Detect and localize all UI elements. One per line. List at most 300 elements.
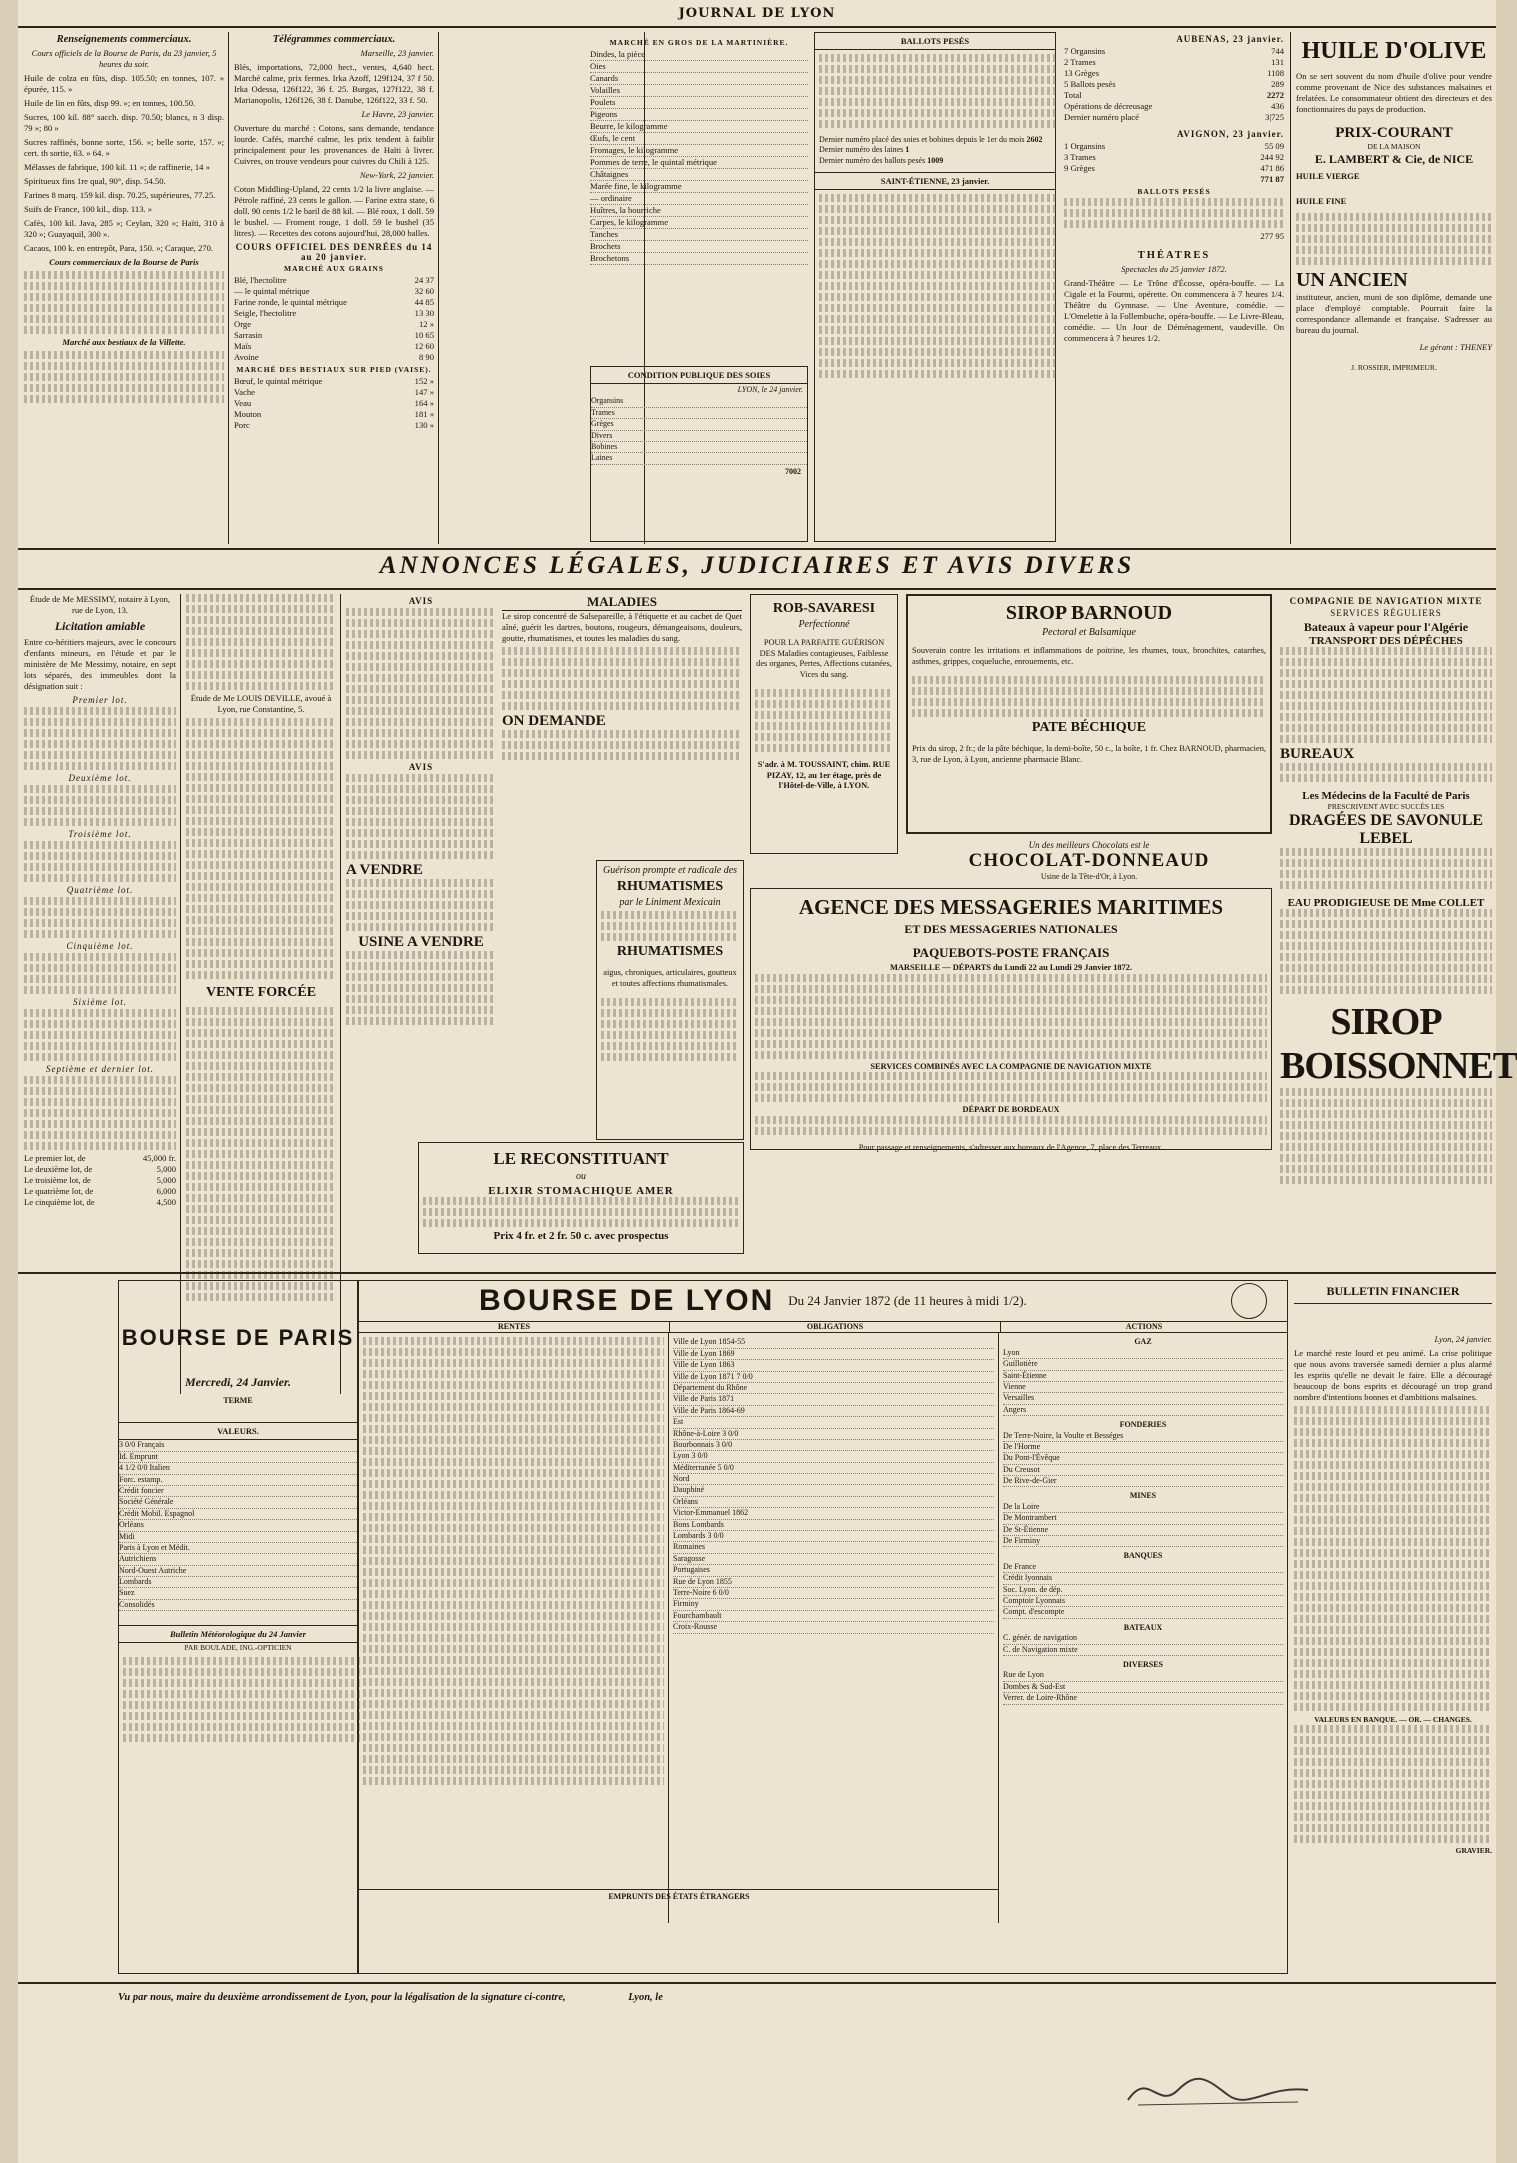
action-row: Vienne <box>1003 1382 1283 1393</box>
martiniere-row: Huîtres, la bourriche <box>590 205 808 217</box>
avis-title: AVIS <box>408 596 434 606</box>
aubenas-title: AUBENAS, 23 janvier. <box>1176 34 1284 44</box>
stamp-seal <box>1231 1283 1267 1319</box>
footer-place: Lyon, le <box>628 1992 663 2003</box>
messageries-box <box>750 888 1272 1150</box>
aubenas-total: Total 2272 <box>1064 90 1284 100</box>
valeurs-header: VALEURS. <box>119 1422 357 1440</box>
paris-row: Paris à Lyon et Médit. <box>119 1543 357 1554</box>
barnoud-sub: Pectoral et Balsamique <box>1042 627 1136 638</box>
paris-row: Crédit foncier <box>119 1486 357 1497</box>
bureaux-title: BUREAUX <box>1280 746 1355 762</box>
aubenas-row: 13 Grèges 1108 <box>1064 68 1284 78</box>
lot-value-row: Le deuxième lot, de 5,000 <box>24 1164 176 1174</box>
villette-title: Cours commerciaux de la Bourse de Paris <box>49 257 199 267</box>
banner-rule-top <box>18 548 1496 550</box>
obligation-row: Méditerranée 5 0/0 <box>673 1463 994 1474</box>
lot-title: Troisième lot. <box>68 829 132 839</box>
conditions-row: Trames <box>591 408 807 419</box>
lot-title: Quatrième lot. <box>66 885 134 895</box>
prix-courant: PRIX-COURANT <box>1335 125 1453 141</box>
conditions-row: Divers <box>591 431 807 442</box>
obligation-row: Orléans <box>673 1497 994 1508</box>
huile-vierge: HUILE VIERGE <box>1296 170 1360 181</box>
martiniere-row: Oies <box>590 61 808 73</box>
etude-deville: Étude de Me LOUIS DEVILLE, avoué à Lyon, rue Constantine, 5. <box>190 693 332 714</box>
telegram-line: Ouverture du marché : Cotons, sans demande, tendance lourde. Cafés, marché calme, les prix tendent à faiblir principalement pour les provenances de Haïti à livrer. Cuivres, on trouve vendeurs pour cuivres du Chili à 125. <box>234 123 434 166</box>
licitation-title: Licitation amiable <box>54 619 146 633</box>
action-row: De Firminy <box>1003 1536 1283 1547</box>
action-row: De Montrambert <box>1003 1513 1283 1524</box>
paris-row: Midi <box>119 1532 357 1543</box>
denrees-title: COURS OFFICIEL DES DENRÉES du 14 au 20 janvier. <box>235 242 433 262</box>
action-row: De Terre-Noire, la Voulte et Bességes <box>1003 1431 1283 1442</box>
telegram-line: New-York, 22 janvier. <box>359 170 434 180</box>
aubenas-row: 7 Organsins 744 <box>1064 46 1284 56</box>
obligation-row: Fourchambault <box>673 1611 994 1622</box>
lot-title: Premier lot. <box>72 695 128 705</box>
rhumatismes-title: RHUMATISMES <box>616 879 724 894</box>
action-row: Versailles <box>1003 1393 1283 1404</box>
paris-line: Mélasses de fabrique, 100 kil. 11 »; de raffinerie, 14 » <box>24 162 210 172</box>
action-row: Rue de Lyon <box>1003 1670 1283 1681</box>
gaz-header: GAZ <box>1134 1337 1152 1347</box>
conditions-total: 7002 <box>785 466 801 476</box>
conditions-rows <box>591 396 807 464</box>
meteo-by: PAR BOULADE, ING.-OPTICIEN <box>184 1643 292 1653</box>
avis-title: AVIS <box>408 762 434 772</box>
obligation-row: Firminy <box>673 1599 994 1610</box>
bourse-paris-title: BOURSE DE PARIS <box>121 1325 355 1350</box>
legal-column-2 <box>186 594 336 1394</box>
ballots-laines: Dernier numéro des laines 1 <box>819 145 910 155</box>
bourse-lyon-table <box>358 1280 1288 1974</box>
paris-row: Id. Emprunt <box>119 1452 357 1463</box>
column-rule <box>180 594 181 1394</box>
bestiaux-row: Mouton 181 » <box>234 409 434 419</box>
rob-title: ROB-SAVARESI <box>772 601 876 616</box>
paris-row: Orléans <box>119 1520 357 1531</box>
paris-row: Suez <box>119 1588 357 1599</box>
licitation-text: Entre co-héritiers majeurs, avec le concours d'enfants mineurs, en l'étude et par le ministère de Me Messimy, notaire, en sept lots séparés, des immeubles dont la désignation suit : <box>24 637 176 691</box>
rhumatismes-pre: Guérison prompte et radicale des <box>602 865 738 876</box>
meteo-title: Bulletin Météorologique du 24 Janvier <box>119 1625 357 1643</box>
obligation-row: Département du Rhône <box>673 1383 994 1394</box>
lot-title: Septième et dernier lot. <box>46 1064 154 1074</box>
martiniere-row: Brochets <box>590 241 808 253</box>
huile-column <box>1296 32 1492 544</box>
paris-line: Cacaos, 100 k. en entrepôt, Para, 150. »; Caraque, 270. <box>24 243 214 253</box>
bulletin-title: BULLETIN FINANCIER <box>1294 1280 1492 1304</box>
imprimeur: J. ROSSIER, IMPRIMEUR. <box>1351 362 1437 372</box>
ballots-table <box>814 32 1056 542</box>
bourse-lyon-title: BOURSE DE LYON <box>479 1284 775 1317</box>
obligation-row: Ville de Paris 1864-69 <box>673 1406 994 1417</box>
pate-title: PATE BÉCHIQUE <box>1031 719 1147 735</box>
theatres-text: Grand-Théâtre — Le Trône d'Écosse, opéra-bouffe. — La Cigale et la Fourmi, opérette. On commencera à 7 heures 1/4. Théâtre du Gymnase. — Une Aventure, comédie. — L'Omelette à la Follembuche, opéra-bouffe. — Le Livre-Bleau, comédie. — Un Jour de Déménagement, vaudeville. On commencera à 7 heures 1/2. <box>1064 278 1284 343</box>
bestiaux-row: Porc 130 » <box>234 420 434 430</box>
paris-row: Société Générale <box>119 1497 357 1508</box>
conditions-title: CONDITION PUBLIQUE DES SOIES <box>591 367 807 384</box>
ancien-text: instituteur, ancien, muni de son diplôme, demande une place d'employé comptable. Pourrait faire la correspondance allemande et française. S'adresser au bureau du journal. <box>1296 291 1492 335</box>
rob-text: POUR LA PARFAITE GUÉRISON DES Maladies contagieuses, Faiblesse des organes, Pertes, Affections cutanées, Vices du sang. <box>756 638 892 679</box>
rhumatismes-title-2: RHUMATISMES <box>616 944 724 959</box>
paris-row: 4 1/2 0/0 Italien <box>119 1463 357 1474</box>
action-row: De St-Étienne <box>1003 1525 1283 1536</box>
lot-title: Cinquième lot. <box>66 941 134 951</box>
martiniere-column <box>590 36 808 356</box>
messageries-footer: Pour passage et renseignements, s'adresser aux bureaux de l'Agence, 7, place des Terreaux. <box>858 1142 1164 1152</box>
signature <box>1118 2060 1318 2120</box>
maladies-column <box>502 594 742 810</box>
grains-row: Maïs 12 60 <box>234 341 434 351</box>
reconstituant-prix: Prix 4 fr. et 2 fr. 50 c. avec prospectus <box>493 1230 669 1242</box>
lot-value-row: Le premier lot, de 45,000 fr. <box>24 1153 176 1163</box>
bestiaux-row: Bœuf, le quintal métrique 152 » <box>234 376 434 386</box>
barnoud-title: SIROP BARNOUD <box>1005 602 1173 624</box>
grains-title: MARCHÉ AUX GRAINS <box>284 264 384 273</box>
grains-row: Seigle, l'hectolitre 13 30 <box>234 308 434 318</box>
rhumatismes-box <box>596 860 744 1140</box>
commerce-column <box>24 32 224 544</box>
legal-column-1 <box>24 594 176 1394</box>
telegrams-column <box>234 32 434 544</box>
prescrivent: PRESCRIVENT AVEC SUCCÈS LES <box>1327 802 1445 811</box>
paris-row: Nord-Ouest Autriche <box>119 1566 357 1577</box>
services-combines: SERVICES COMBINÉS AVEC LA COMPAGNIE DE NAVIGATION MIXTE <box>870 1061 1152 1071</box>
action-row: De Rive-de-Gier <box>1003 1476 1283 1487</box>
paris-row: Crédit Mobil. Espagnol <box>119 1509 357 1520</box>
lambert-name: E. LAMBERT & Cie, de NICE <box>1314 151 1474 166</box>
column-rule <box>438 32 439 544</box>
marche-title: Marché aux bestiaux de la Villette. <box>62 337 186 347</box>
paris-row: Lombards <box>119 1577 357 1588</box>
boissonnet-title: SIROP BOISSONNET <box>1280 1000 1517 1087</box>
journal-title: JOURNAL DE LYON <box>678 6 836 21</box>
barnoud-text: Souverain contre les irritations et inflammations de poitrine, les rhumes, toux, bronchites, catarrhes, asthmes, grippes, coqueluche, enrouements, etc. <box>912 646 1266 666</box>
paris-rows <box>119 1440 357 1611</box>
messageries-title: AGENCE DES MESSAGERIES MARITIMES <box>798 895 1224 919</box>
bulletin-text: Le marché reste lourd et peu animé. La crise politique que nous avons traversée samedi dernier a plus alarmé les esprits qu'elle ne devait le faire. Elle a découragé beaucoup de bons esprits et découragé un trop grand nombre d'intentions bonnes et d'ambitions malsaines. <box>1294 1348 1492 1402</box>
obligation-row: Lyon 3 0/0 <box>673 1451 994 1462</box>
action-row: De France <box>1003 1562 1283 1573</box>
bulletin-column <box>1294 1280 1492 1974</box>
action-row: Saint-Étienne <box>1003 1371 1283 1382</box>
obligation-row: Ville de Paris 1871 <box>673 1394 994 1405</box>
theatres-date: Spectacles du 25 janvier 1872. <box>1121 264 1227 274</box>
lot-title: Deuxième lot. <box>68 773 132 783</box>
lot-values <box>24 1153 176 1208</box>
aubenas-row: 5 Ballots pesés 289 <box>1064 79 1284 89</box>
action-row: Crédit lyonnais <box>1003 1573 1283 1584</box>
diverses-header: DIVERSES <box>1122 1659 1163 1669</box>
lot-value-row: Le quatrième lot, de 6,000 <box>24 1186 176 1196</box>
action-row: C. génér. de navigation <box>1003 1633 1283 1644</box>
avignon-row: 9 Grèges 471 86 <box>1064 163 1284 173</box>
action-row: Du Pont-l'Évêque <box>1003 1453 1283 1464</box>
valeurs-banque: VALEURS EN BANQUE. — OR. — CHANGES. <box>1314 1715 1472 1724</box>
action-row: Comptoir Lyonnais <box>1003 1596 1283 1607</box>
rentes-section <box>359 1333 669 1923</box>
terme-label: TERME <box>223 1396 253 1405</box>
obligation-row: Terre-Noire 6 0/0 <box>673 1588 994 1599</box>
gravier: GRAVIER. <box>1455 1845 1492 1855</box>
obligation-row: Dauphiné <box>673 1485 994 1496</box>
obligation-row: Nord <box>673 1474 994 1485</box>
obligation-row: Bons Lombards <box>673 1520 994 1531</box>
column-rule <box>228 32 229 544</box>
footer-rule <box>18 1982 1496 1984</box>
paris-line: Spiritueux fins 1re qual, 90°, disp. 54.50. <box>24 176 166 186</box>
column-rule <box>1290 32 1291 544</box>
reconstituant-title: LE RECONSTITUANT <box>493 1149 669 1168</box>
martiniere-row: Canards <box>590 73 808 85</box>
aubenas-dernier: Dernier numéro placé 3|725 <box>1064 112 1284 122</box>
reconstituant-ou: ou <box>576 1171 586 1182</box>
actions-section <box>999 1333 1287 1923</box>
aubenas-column <box>1064 32 1284 544</box>
obligations-header: OBLIGATIONS <box>670 1322 1001 1332</box>
grains-row: Blé, l'hectolitre 24 37 <box>234 275 434 285</box>
martiniere-title: MARCHÉ EN GROS DE LA MARTINIÈRE. <box>609 38 789 47</box>
martiniere-row: Carpes, le kilogramme <box>590 217 808 229</box>
theatres-title: THÉATRES <box>1137 250 1211 261</box>
huile-fine: HUILE FINE <box>1296 195 1347 206</box>
transport-title: TRANSPORT DES DÉPÊCHES <box>1309 635 1463 647</box>
obligation-row: Rue de Lyon 1855 <box>673 1577 994 1588</box>
grains-row: Avoine 8 90 <box>234 352 434 362</box>
medecins-title: Les Médecins de la Faculté de Paris <box>1302 790 1470 802</box>
rentes-header: RENTES <box>359 1322 670 1332</box>
bulletin-date: Lyon, 24 janvier. <box>1434 1334 1492 1344</box>
martiniere-row: Fromages, le kilogramme <box>590 145 808 157</box>
avignon-row: 1 Organsins 55 09 <box>1064 141 1284 151</box>
paris-row: Consolidés <box>119 1600 357 1611</box>
martiniere-row: Pigeons <box>590 109 808 121</box>
telegrams-title: Télégrammes commerciaux. <box>272 34 396 45</box>
rob-sub: Perfectionné <box>798 619 850 630</box>
services-reguliers: SERVICES RÉGULIERS <box>1330 608 1442 618</box>
header-rule <box>18 26 1496 28</box>
messageries-sub: ET DES MESSAGERIES NATIONALES <box>904 922 1118 936</box>
actions-fonderies <box>1003 1431 1283 1488</box>
martiniere-row: — ordinaire <box>590 193 808 205</box>
aubenas-row: 2 Trames 131 <box>1064 57 1284 67</box>
emprunts-header: EMPRUNTS DES ÉTATS ÉTRANGERS <box>359 1889 999 1902</box>
action-row: Du Creusot <box>1003 1465 1283 1476</box>
action-row: De la Loire <box>1003 1502 1283 1513</box>
paris-line: Suifs de France, 100 kil., disp. 113. » <box>24 204 153 214</box>
vente-forcee-title: VENTE FORCÉE <box>205 985 317 1000</box>
ballots-title: BALLOTS PESÉS <box>815 33 1055 50</box>
conditions-row: Organsins <box>591 396 807 407</box>
rob-savaresi-box <box>750 594 898 854</box>
chocolat-sub: Usine de la Tête-d'Or, à Lyon. <box>1040 872 1138 881</box>
paris-line: Huile de colza en fûts, disp. 105.50; en tonnes, 107. » épurée, 115. » <box>24 73 224 94</box>
actions-gaz <box>1003 1348 1283 1416</box>
maladies-title: MALADIES <box>502 594 742 611</box>
banques-header: BANQUES <box>1123 1551 1163 1561</box>
grains-row: Orge 12 » <box>234 319 434 329</box>
obligation-row: Lombards 3 0/0 <box>673 1531 994 1542</box>
ballots-pesees: Dernier numéro des ballots pesés 1009 <box>819 155 944 165</box>
avignon-total: 771 87 <box>1260 174 1284 184</box>
paris-line: Farines 8 marq. 159 kil. disp. 70.25, supérieures, 77.25. <box>24 190 216 200</box>
commerce-title: Renseignements commerciaux. <box>56 34 192 45</box>
actions-banques <box>1003 1562 1283 1619</box>
legal-column-3 <box>346 594 496 1094</box>
chocolat-title: CHOCOLAT-DONNEAUD <box>968 850 1210 871</box>
usine-title: USINE A VENDRE <box>358 934 484 950</box>
chocolat-ad <box>906 840 1272 884</box>
obligation-row: Portugaises <box>673 1565 994 1576</box>
telegram-line: Marseille, 23 janvier. <box>360 48 434 58</box>
obligation-row: Romaines <box>673 1542 994 1553</box>
bateaux-header: BATEAUX <box>1123 1622 1163 1632</box>
actions-diverses <box>1003 1670 1283 1704</box>
paris-line: Huile de lin en fûts, disp 99. »; en tonnes, 100.50. <box>24 98 196 108</box>
telegram-line: Blés, importations, 72,000 hect., ventes, 4,640 hect. Marché calme, prix fermes. Irka Azoff, 129f124, 37 f 50. Irka Odessa, 126f122, 36 f. 25. Burgas, 127f122, 38 f. Marianopolis, 126f126, 38 f. Danube, 126f122, 33 f. 50. <box>234 62 434 105</box>
bestiaux-title: MARCHÉ DES BESTIAUX SUR PIED (VAISE). <box>236 365 432 374</box>
annonces-banner: ANNONCES LÉGALES, JUDICIAIRES ET AVIS DIVERS <box>379 552 1135 579</box>
conditions-date: LYON, le 24 janvier. <box>737 385 803 394</box>
martiniere-row: Beurre, le kilogramme <box>590 121 808 133</box>
paris-row: 3 0/0 Français <box>119 1440 357 1451</box>
martiniere-row: Volailles <box>590 85 808 97</box>
column-rule <box>340 594 341 1394</box>
st-etienne-title: SAINT-ÉTIENNE, 23 janvier. <box>815 172 1055 190</box>
obligation-row: Ville de Lyon 1869 <box>673 1349 994 1360</box>
maison-label: DE LA MAISON <box>1367 142 1421 151</box>
obligation-row: Ville de Lyon 1863 <box>673 1360 994 1371</box>
conditions-row: Bobines <box>591 442 807 453</box>
action-row: C. de Navigation mixte <box>1003 1645 1283 1656</box>
obligation-row: Est <box>673 1417 994 1428</box>
huile-title: HUILE D'OLIVE <box>1301 38 1487 64</box>
barnoud-box <box>906 594 1272 834</box>
actions-header: ACTIONS <box>1125 1322 1163 1331</box>
obligations-section <box>669 1333 999 1923</box>
obligation-row: Ville de Lyon 1871 7 0/0 <box>673 1372 994 1383</box>
conditions-row: Grèges <box>591 419 807 430</box>
rhumatismes-text: aigus, chroniques, articulaires, goutteux et toutes affections rhumatismales. <box>603 968 737 988</box>
action-row: Verrer. de Loire-Rhône <box>1003 1693 1283 1704</box>
a-vendre-title: A VENDRE <box>346 862 423 878</box>
dragees-title: DRAGÉES DE SAVONULE LEBEL <box>1288 811 1484 847</box>
on-demande-title: ON DEMANDE <box>502 713 606 729</box>
lot-value-row: Le troisième lot, de 5,000 <box>24 1175 176 1185</box>
action-row: Compt. d'escompte <box>1003 1607 1283 1618</box>
banner-rule-bottom <box>18 588 1496 590</box>
paris-line: Cafés, 100 kil. Java, 285 »; Ceylan, 320 »; Haïti, 310 à 320 »; Guayaquil, 300 ». <box>24 218 224 239</box>
martiniere-row: Brochetons <box>590 253 808 265</box>
action-row: Soc. Lyon. de dép. <box>1003 1585 1283 1596</box>
reconstituant-sub: ELIXIR STOMACHIQUE AMER <box>488 1185 674 1197</box>
footer-text: Vu par nous, maire du deuxième arrondissement de Lyon, pour la légalisation de la signature ci-contre, <box>118 1992 566 2003</box>
aubenas-decreusage: Opérations de décreusage 436 <box>1064 101 1284 111</box>
conditions-table <box>590 366 808 542</box>
depart-bordeaux: DÉPART DE BORDEAUX <box>962 1105 1060 1114</box>
action-row: Dombes & Sud-Est <box>1003 1682 1283 1693</box>
avignon-ballots: BALLOTS PESÉS <box>1137 187 1211 196</box>
footer-legalisation <box>118 1992 1418 2003</box>
bestiaux-row: Veau 164 » <box>234 398 434 408</box>
bourse-paris-table <box>118 1280 358 1974</box>
ancien-title: UN ANCIEN <box>1296 268 1408 291</box>
martiniere-row: Marée fine, le kilogramme <box>590 181 808 193</box>
bateaux-title: Bateaux à vapeur pour l'Algérie <box>1303 620 1469 634</box>
martiniere-list <box>590 49 808 265</box>
pate-text: Prix du sirop, 2 fr.; de la pâte béchique, la demi-boîte, 50 c., la boîte, 1 fr. Chez BARNOUD, pharmacien, 3, rue de Lyon, à Lyon, ancienne pharmacie Blanc. <box>912 744 1266 764</box>
eau-title: EAU PRODIGIEUSE DE Mme COLLET <box>1287 896 1485 909</box>
rhumatismes-by: par le Liniment Mexicain <box>619 897 721 908</box>
navigation-column <box>1280 594 1517 1264</box>
grains-row: — le quintal métrique 32 60 <box>234 286 434 296</box>
marseille-departs: MARSEILLE — DÉPARTS du Lundi 22 au Lundi 29 Janvier 1872. <box>889 963 1133 972</box>
avignon-pese: 277 95 <box>1260 231 1284 241</box>
paquebots-title: PAQUEBOTS-POSTE FRANÇAIS <box>912 945 1110 960</box>
paris-line: Sucres raffinés, bonne sorte, 156. »; belle sorte, 157. »; cert. th sortie, 63. » 64. » <box>24 137 224 158</box>
bourse-rule <box>18 1272 1496 1274</box>
actions-mines <box>1003 1502 1283 1548</box>
paris-bourse-title: Cours officiels de la Bourse de Paris, du 23 janvier, 5 heures du soir. <box>31 48 217 69</box>
aubenas-rows <box>1064 46 1284 90</box>
lot-value-row: Le cinquième lot, de 4,500 <box>24 1197 176 1207</box>
action-row: Angers <box>1003 1405 1283 1416</box>
newspaper-page <box>18 0 1517 2163</box>
bestiaux-row: Vache 147 » <box>234 387 434 397</box>
martiniere-row: Tanches <box>590 229 808 241</box>
action-row: Lyon <box>1003 1348 1283 1359</box>
paris-line: Sucres, 100 kil. 88° sacch. disp. 70.50; blancs, n 3 disp. 79 »; 80 » <box>24 112 224 133</box>
rob-addr: S'adr. à M. TOUSSAINT, chim. RUE PIZAY, 12, au 1er étage, près de l'Hôtel-de-Ville, à LYON. <box>757 760 891 791</box>
martiniere-row: Œufs, le cent <box>590 133 808 145</box>
obligations-rows <box>673 1337 994 1633</box>
obligation-row: Rhône-à-Loire 3 0/0 <box>673 1429 994 1440</box>
obligation-row: Croix-Rousse <box>673 1622 994 1633</box>
telegram-line: Coton Middling-Upland, 22 cents 1/2 la livre anglaise. — Pétrole raffiné, 23 cents le gallon. — Farine extra state, 6 doll. 90 cents 1/2 le baril de 88 kil. — Blé roux, 1 doll. 59 le bushel. — Froment rouge, 1 doll. 59 le bushel (35 litres). — Recettes des cotons aujourd'hui, 28,000 balles. <box>234 184 434 238</box>
bourse-lyon-date: Du 24 Janvier 1872 (de 11 heures à midi 1/2). <box>788 1293 1027 1308</box>
grains-row: Farine ronde, le quintal métrique 44 85 <box>234 297 434 307</box>
action-row: Guillotière <box>1003 1359 1283 1370</box>
bestiaux-list <box>234 376 434 431</box>
martiniere-row: Pommes de terre, le quintal métrique <box>590 157 808 169</box>
martiniere-row: Châtaignes <box>590 169 808 181</box>
actions-bateaux <box>1003 1633 1283 1656</box>
paris-row: Autrichiens <box>119 1554 357 1565</box>
action-row: De l'Horme <box>1003 1442 1283 1453</box>
navigation-title: COMPAGNIE DE NAVIGATION MIXTE <box>1289 596 1483 606</box>
fonderies-header: FONDERIES <box>1119 1420 1167 1430</box>
huile-text: On se sert souvent du nom d'huile d'olive pour vendre comme provenant de Nice des substances malsaines et frelatées. Le consommateur obtient des directeurs et des fonctionnaires du pays de production. <box>1296 71 1492 114</box>
obligation-row: Saragosse <box>673 1554 994 1565</box>
reconstituant-box <box>418 1142 744 1254</box>
telegram-line: Le Havre, 23 janvier. <box>361 109 434 119</box>
maladies-text: Le sirop concentré de Salsepareille, à l'étiquette et au cachet de Quet aîné, guérit les dartres, boutons, rougeurs, démangeaisons, douleurs, goutte, rhumatismes, et toutes les maladies du sang. <box>502 611 742 643</box>
chocolat-pre: Un des meilleurs Chocolats est le <box>1028 840 1150 850</box>
mines-header: MINES <box>1129 1491 1157 1501</box>
avignon-row: 3 Trames 244 92 <box>1064 152 1284 162</box>
grains-row: Sarrasin 10 65 <box>234 330 434 340</box>
paris-row: Forc. estamp. <box>119 1475 357 1486</box>
obligation-row: Ville de Lyon 1854-55 <box>673 1337 994 1348</box>
avignon-rows <box>1064 141 1284 174</box>
etude-messimy: Étude de Me MESSIMY, notaire à Lyon, rue de Lyon, 13. <box>29 594 171 615</box>
conditions-row: Laines <box>591 453 807 464</box>
gerant: Le gérant : THENEY <box>1419 341 1492 352</box>
bourse-paris-date: Mercredi, 24 Janvier. <box>185 1375 291 1389</box>
obligation-row: Victor-Emmanuel 1862 <box>673 1508 994 1519</box>
